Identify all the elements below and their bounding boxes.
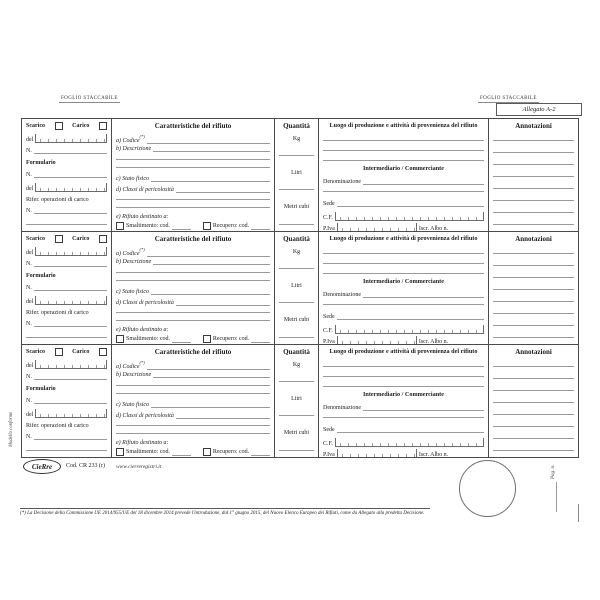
write-line bbox=[493, 176, 574, 177]
classi-label: d) Classi di pericolosità bbox=[116, 187, 174, 193]
rifer-number-field bbox=[26, 434, 107, 440]
codice-field bbox=[116, 135, 270, 144]
destinato-label: e) Rifiuto destinato a: bbox=[116, 440, 169, 446]
classi-pericolosita-field bbox=[116, 187, 270, 193]
carico-label: Carico bbox=[72, 236, 90, 242]
n-label: N. bbox=[26, 148, 32, 154]
register-block bbox=[22, 119, 578, 231]
cf-comb-field bbox=[335, 212, 484, 221]
write-line bbox=[493, 212, 574, 213]
formulario-date-field bbox=[26, 183, 107, 192]
codice-fiscale-field bbox=[323, 438, 484, 447]
date-comb-field bbox=[35, 360, 107, 369]
smaltimento-checkbox bbox=[116, 222, 124, 230]
iscr-albo-label: Iscr. Albo n. bbox=[418, 339, 449, 344]
write-line bbox=[116, 433, 270, 434]
carico-label: Carico bbox=[72, 123, 90, 129]
write-line bbox=[151, 180, 270, 182]
iscr-albo-label: Iscr. Albo n. bbox=[418, 452, 449, 457]
write-line bbox=[493, 265, 574, 266]
del-label: del bbox=[26, 412, 34, 418]
unit-metri-cubi-label: Metri cubi bbox=[283, 204, 310, 210]
write-line bbox=[493, 301, 574, 302]
annotations-title: Annotazioni bbox=[515, 348, 552, 356]
partita-iva-field bbox=[323, 336, 484, 344]
write-line bbox=[116, 272, 270, 273]
recupero-checkbox bbox=[203, 448, 211, 456]
write-line bbox=[279, 450, 314, 451]
write-line bbox=[153, 150, 270, 152]
scarico-label: Scarico bbox=[26, 236, 45, 242]
write-line bbox=[493, 337, 574, 338]
write-line bbox=[363, 183, 484, 185]
characteristics-title: Caratteristiche del rifiuto bbox=[154, 122, 232, 130]
website-label: www.cierreregistri.it bbox=[116, 463, 162, 470]
movement-header bbox=[26, 348, 107, 356]
stato-fisico-label: c) Stato fisico bbox=[116, 176, 149, 182]
recupero-label: Recupero: cod. bbox=[212, 336, 250, 342]
rifer-number-field bbox=[26, 208, 107, 214]
movement-section bbox=[22, 232, 111, 344]
characteristics-section bbox=[111, 232, 274, 344]
annotations-title: Annotazioni bbox=[515, 235, 552, 243]
unit-kg-label: Kg bbox=[292, 136, 301, 142]
cierre-logo bbox=[23, 459, 61, 474]
number-line bbox=[34, 438, 107, 440]
write-line bbox=[153, 263, 270, 265]
recupero-checkbox bbox=[203, 335, 211, 343]
smaltimento-checkbox bbox=[116, 448, 124, 456]
origin-title: Luogo di produzione e attività di provenienza del rifiuto bbox=[329, 235, 478, 242]
write-line bbox=[279, 189, 314, 190]
write-line bbox=[493, 438, 574, 439]
number-line bbox=[34, 265, 107, 267]
write-line bbox=[176, 304, 270, 306]
piva-label: P.Iva bbox=[323, 452, 335, 457]
movement-number-field bbox=[26, 374, 107, 380]
unit-litri-label: Litri bbox=[291, 170, 302, 176]
n-label: N. bbox=[26, 261, 32, 267]
quantity-section bbox=[274, 119, 318, 231]
intermediary-title: Intermediario / Commerciante bbox=[363, 391, 444, 398]
write-line bbox=[323, 160, 484, 161]
characteristics-title: Caratteristiche del rifiuto bbox=[154, 235, 232, 243]
scarico-label: Scarico bbox=[26, 123, 45, 129]
piva-comb-field bbox=[337, 223, 417, 231]
write-line bbox=[279, 381, 314, 382]
write-line bbox=[279, 268, 314, 269]
write-line bbox=[493, 402, 574, 403]
write-line bbox=[493, 188, 574, 189]
unit-metri-cubi-label: Metri cubi bbox=[283, 317, 310, 323]
rifer-label: Rifer. operazioni di carico bbox=[26, 423, 89, 429]
descrizione-field bbox=[116, 372, 270, 378]
write-line bbox=[251, 228, 270, 230]
origin-title: Luogo di produzione e attività di provenienza del rifiuto bbox=[329, 348, 478, 355]
del-label: del bbox=[26, 363, 34, 369]
destinato-label: e) Rifiuto destinato a: bbox=[116, 214, 169, 220]
write-line bbox=[363, 409, 484, 411]
codice-fiscale-field bbox=[323, 325, 484, 334]
del-label: del bbox=[26, 186, 34, 192]
codice-label: a) Codice(*) bbox=[116, 247, 145, 257]
smaltimento-checkbox bbox=[116, 335, 124, 343]
detachable-sheet-label-right: FOGLIO STACCABILE bbox=[480, 96, 537, 101]
denominazione-label: Denominazione bbox=[323, 405, 361, 411]
write-line bbox=[116, 167, 270, 168]
write-line bbox=[153, 376, 270, 378]
codice-fiscale-field bbox=[323, 212, 484, 221]
write-line bbox=[493, 390, 574, 391]
quantity-section bbox=[274, 232, 318, 344]
codice-footnote-mark: (*) bbox=[139, 247, 145, 252]
stato-fisico-label: c) Stato fisico bbox=[116, 289, 149, 295]
formulario-title: Formulario bbox=[26, 386, 56, 392]
allegato-label: Allegato A-2 bbox=[522, 106, 556, 113]
write-line bbox=[493, 253, 574, 254]
annotations-section bbox=[488, 119, 578, 231]
rifer-label: Rifer. operazioni di carico bbox=[26, 197, 89, 203]
movement-number-field bbox=[26, 148, 107, 154]
write-line bbox=[323, 273, 484, 274]
piva-label: P.Iva bbox=[323, 226, 335, 231]
characteristics-section bbox=[111, 119, 274, 231]
origin-title: Luogo di produzione e attività di provenienza del rifiuto bbox=[329, 122, 478, 129]
write-line bbox=[323, 140, 484, 141]
write-line bbox=[279, 155, 314, 156]
origin-section bbox=[318, 119, 488, 231]
denominazione-label: Denominazione bbox=[323, 292, 361, 298]
write-line bbox=[450, 230, 484, 231]
codice-footnote-mark: (*) bbox=[139, 134, 145, 139]
unit-litri-label: Litri bbox=[291, 396, 302, 402]
write-line bbox=[450, 343, 484, 344]
n-label: N. bbox=[26, 374, 32, 380]
origin-section bbox=[318, 232, 488, 344]
register-block bbox=[22, 231, 578, 344]
stamp-circle bbox=[459, 460, 516, 517]
write-line bbox=[323, 304, 484, 305]
write-line bbox=[493, 152, 574, 153]
page-number-line bbox=[556, 482, 557, 512]
recupero-label: Recupero: cod. bbox=[212, 223, 250, 229]
number-line bbox=[34, 402, 107, 404]
write-line bbox=[323, 366, 484, 367]
write-line bbox=[116, 159, 270, 160]
n-label: N. bbox=[26, 285, 32, 291]
sede-label: Sede bbox=[323, 201, 335, 207]
destination-options bbox=[116, 335, 270, 343]
destination-options bbox=[116, 448, 270, 456]
write-line bbox=[323, 386, 484, 387]
stato-fisico-field bbox=[116, 402, 270, 408]
sede-label: Sede bbox=[323, 314, 335, 320]
write-line bbox=[493, 164, 574, 165]
write-line bbox=[116, 199, 270, 200]
write-line bbox=[323, 417, 484, 418]
write-line bbox=[363, 296, 484, 298]
codice-field bbox=[116, 361, 270, 370]
number-line bbox=[34, 325, 107, 327]
classi-pericolosita-field bbox=[116, 300, 270, 306]
write-line bbox=[493, 378, 574, 379]
n-label: N. bbox=[26, 321, 32, 327]
carico-checkbox bbox=[99, 122, 107, 130]
write-line bbox=[151, 293, 270, 295]
denominazione-label: Denominazione bbox=[323, 179, 361, 185]
recupero-checkbox bbox=[203, 222, 211, 230]
write-line bbox=[151, 406, 270, 408]
write-line bbox=[493, 450, 574, 451]
write-line bbox=[493, 313, 574, 314]
write-line bbox=[493, 224, 574, 225]
cf-label: C.F. bbox=[323, 328, 333, 334]
characteristics-title: Caratteristiche del rifiuto bbox=[154, 348, 232, 356]
descrizione-field bbox=[116, 146, 270, 152]
write-line bbox=[26, 224, 107, 225]
movement-date-field bbox=[26, 134, 107, 143]
write-line bbox=[116, 385, 270, 386]
annotations-section bbox=[488, 232, 578, 344]
formulario-number-field bbox=[26, 285, 107, 291]
codice-field bbox=[116, 248, 270, 257]
write-line bbox=[251, 341, 270, 343]
classi-label: d) Classi di pericolosità bbox=[116, 413, 174, 419]
denominazione-field bbox=[323, 405, 484, 411]
write-line bbox=[116, 280, 270, 281]
recupero-label: Recupero: cod. bbox=[212, 449, 250, 455]
carico-checkbox bbox=[99, 235, 107, 243]
write-line bbox=[493, 140, 574, 141]
quantity-title: Quantità bbox=[283, 122, 310, 130]
cf-label: C.F. bbox=[323, 441, 333, 447]
descrizione-field bbox=[116, 259, 270, 265]
allegato-badge bbox=[496, 103, 582, 116]
write-line bbox=[493, 414, 574, 415]
cf-comb-field bbox=[335, 325, 484, 334]
sede-field bbox=[323, 201, 484, 207]
page-number-label: Pag. n. bbox=[551, 464, 556, 479]
unit-kg-label: Kg bbox=[292, 362, 301, 368]
write-line bbox=[493, 366, 574, 367]
write-line bbox=[279, 415, 314, 416]
date-comb-field bbox=[35, 134, 107, 143]
del-label: del bbox=[26, 299, 34, 305]
scarico-checkbox bbox=[55, 235, 63, 243]
register-table bbox=[21, 118, 579, 458]
denominazione-field bbox=[323, 179, 484, 185]
write-line bbox=[493, 200, 574, 201]
register-block bbox=[22, 344, 578, 457]
quantity-section bbox=[274, 345, 318, 457]
write-line bbox=[323, 150, 484, 151]
write-line bbox=[323, 376, 484, 377]
codice-label: a) Codice(*) bbox=[116, 360, 145, 370]
write-line bbox=[147, 255, 270, 257]
logo-text: CieRre bbox=[31, 462, 53, 471]
write-line bbox=[337, 318, 484, 320]
write-line bbox=[493, 289, 574, 290]
write-line bbox=[337, 431, 484, 433]
del-label: del bbox=[26, 137, 34, 143]
write-line bbox=[172, 454, 191, 456]
scarico-checkbox bbox=[55, 348, 63, 356]
date-comb-field bbox=[35, 183, 107, 192]
annotations-title: Annotazioni bbox=[515, 122, 552, 130]
descrizione-label: b) Descrizione bbox=[116, 372, 152, 378]
annotations-section bbox=[488, 345, 578, 457]
write-line bbox=[116, 312, 270, 313]
write-line bbox=[147, 142, 270, 144]
write-line bbox=[176, 191, 270, 193]
n-label: N. bbox=[26, 208, 32, 214]
rifer-number-field bbox=[26, 321, 107, 327]
movement-header bbox=[26, 122, 107, 130]
origin-section bbox=[318, 345, 488, 457]
write-line bbox=[147, 368, 270, 370]
movement-date-field bbox=[26, 247, 107, 256]
write-line bbox=[116, 425, 270, 426]
write-line bbox=[279, 224, 314, 225]
destination-options bbox=[116, 222, 270, 230]
classi-label: d) Classi di pericolosità bbox=[116, 300, 174, 306]
formulario-number-field bbox=[26, 398, 107, 404]
write-line bbox=[323, 253, 484, 254]
destinato-label: e) Rifiuto destinato a: bbox=[116, 327, 169, 333]
number-line bbox=[34, 176, 107, 178]
cf-comb-field bbox=[335, 438, 484, 447]
write-line bbox=[116, 320, 270, 321]
piva-comb-field bbox=[337, 449, 417, 457]
write-line bbox=[172, 228, 191, 230]
partita-iva-field bbox=[323, 449, 484, 457]
date-comb-field bbox=[35, 296, 107, 305]
stato-fisico-field bbox=[116, 176, 270, 182]
write-line bbox=[337, 205, 484, 207]
classi-pericolosita-field bbox=[116, 413, 270, 419]
n-label: N. bbox=[26, 398, 32, 404]
write-line bbox=[493, 426, 574, 427]
descrizione-label: b) Descrizione bbox=[116, 259, 152, 265]
number-line bbox=[34, 212, 107, 214]
quantity-title: Quantità bbox=[283, 348, 310, 356]
iscr-albo-label: Iscr. Albo n. bbox=[418, 226, 449, 231]
movement-number-field bbox=[26, 261, 107, 267]
write-line bbox=[116, 393, 270, 394]
codice-label: a) Codice(*) bbox=[116, 134, 145, 144]
date-comb-field bbox=[35, 247, 107, 256]
sede-field bbox=[323, 427, 484, 433]
scarico-checkbox bbox=[55, 122, 63, 130]
cf-label: C.F. bbox=[323, 215, 333, 221]
movement-section bbox=[22, 345, 111, 457]
piva-label: P.Iva bbox=[323, 339, 335, 344]
write-line bbox=[493, 325, 574, 326]
detachable-sheet-label-left: FOGLIO STACCABILE bbox=[61, 96, 118, 101]
movement-section bbox=[22, 119, 111, 231]
formulario-date-field bbox=[26, 409, 107, 418]
scarico-label: Scarico bbox=[26, 349, 45, 355]
footnote: (*) La Decisione della Commissione UE 2014/955/UE del 18 dicembre 2014 prevede l'introduzione, dal 1° giugno 2015, del Nuovo Elenco Europeo dei Rifiuti, come da Allegato alla predetta Decisione. bbox=[20, 508, 430, 517]
descrizione-label: b) Descrizione bbox=[116, 146, 152, 152]
del-label: del bbox=[26, 250, 34, 256]
write-line bbox=[493, 277, 574, 278]
write-line bbox=[279, 337, 314, 338]
sede-field bbox=[323, 314, 484, 320]
modello-conforme-label: Modello conforme bbox=[9, 411, 14, 447]
intermediary-title: Intermediario / Commerciante bbox=[363, 165, 444, 172]
smaltimento-label: Smaltimento: cod. bbox=[126, 223, 170, 229]
write-line bbox=[279, 302, 314, 303]
write-line bbox=[26, 450, 107, 451]
characteristics-section bbox=[111, 345, 274, 457]
carico-label: Carico bbox=[72, 349, 90, 355]
write-line bbox=[26, 337, 107, 338]
date-comb-field bbox=[35, 409, 107, 418]
stato-fisico-field bbox=[116, 289, 270, 295]
write-line bbox=[251, 454, 270, 456]
movement-date-field bbox=[26, 360, 107, 369]
number-line bbox=[34, 289, 107, 291]
write-line bbox=[172, 341, 191, 343]
formulario-date-field bbox=[26, 296, 107, 305]
denominazione-field bbox=[323, 292, 484, 298]
write-line bbox=[323, 191, 484, 192]
quantity-title: Quantità bbox=[283, 235, 310, 243]
smaltimento-label: Smaltimento: cod. bbox=[126, 336, 170, 342]
formulario-title: Formulario bbox=[26, 160, 56, 166]
carico-checkbox bbox=[99, 348, 107, 356]
stato-fisico-label: c) Stato fisico bbox=[116, 402, 149, 408]
unit-litri-label: Litri bbox=[291, 283, 302, 289]
partita-iva-field bbox=[323, 223, 484, 231]
product-code: Cod. CR 233 (r) bbox=[66, 463, 105, 469]
piva-comb-field bbox=[337, 336, 417, 344]
unit-metri-cubi-label: Metri cubi bbox=[283, 430, 310, 436]
number-line bbox=[34, 152, 107, 154]
write-line bbox=[176, 417, 270, 419]
n-label: N. bbox=[26, 172, 32, 178]
rifer-label: Rifer. operazioni di carico bbox=[26, 310, 89, 316]
formulario-title: Formulario bbox=[26, 273, 56, 279]
smaltimento-label: Smaltimento: cod. bbox=[126, 449, 170, 455]
n-label: N. bbox=[26, 434, 32, 440]
intermediary-title: Intermediario / Commerciante bbox=[363, 278, 444, 285]
write-line bbox=[450, 456, 484, 457]
formulario-number-field bbox=[26, 172, 107, 178]
unit-kg-label: Kg bbox=[292, 249, 301, 255]
write-line bbox=[116, 207, 270, 208]
number-line bbox=[34, 378, 107, 380]
write-line bbox=[323, 263, 484, 264]
codice-footnote-mark: (*) bbox=[139, 360, 145, 365]
sede-label: Sede bbox=[323, 427, 335, 433]
edge-mark bbox=[578, 504, 579, 522]
movement-header bbox=[26, 235, 107, 243]
